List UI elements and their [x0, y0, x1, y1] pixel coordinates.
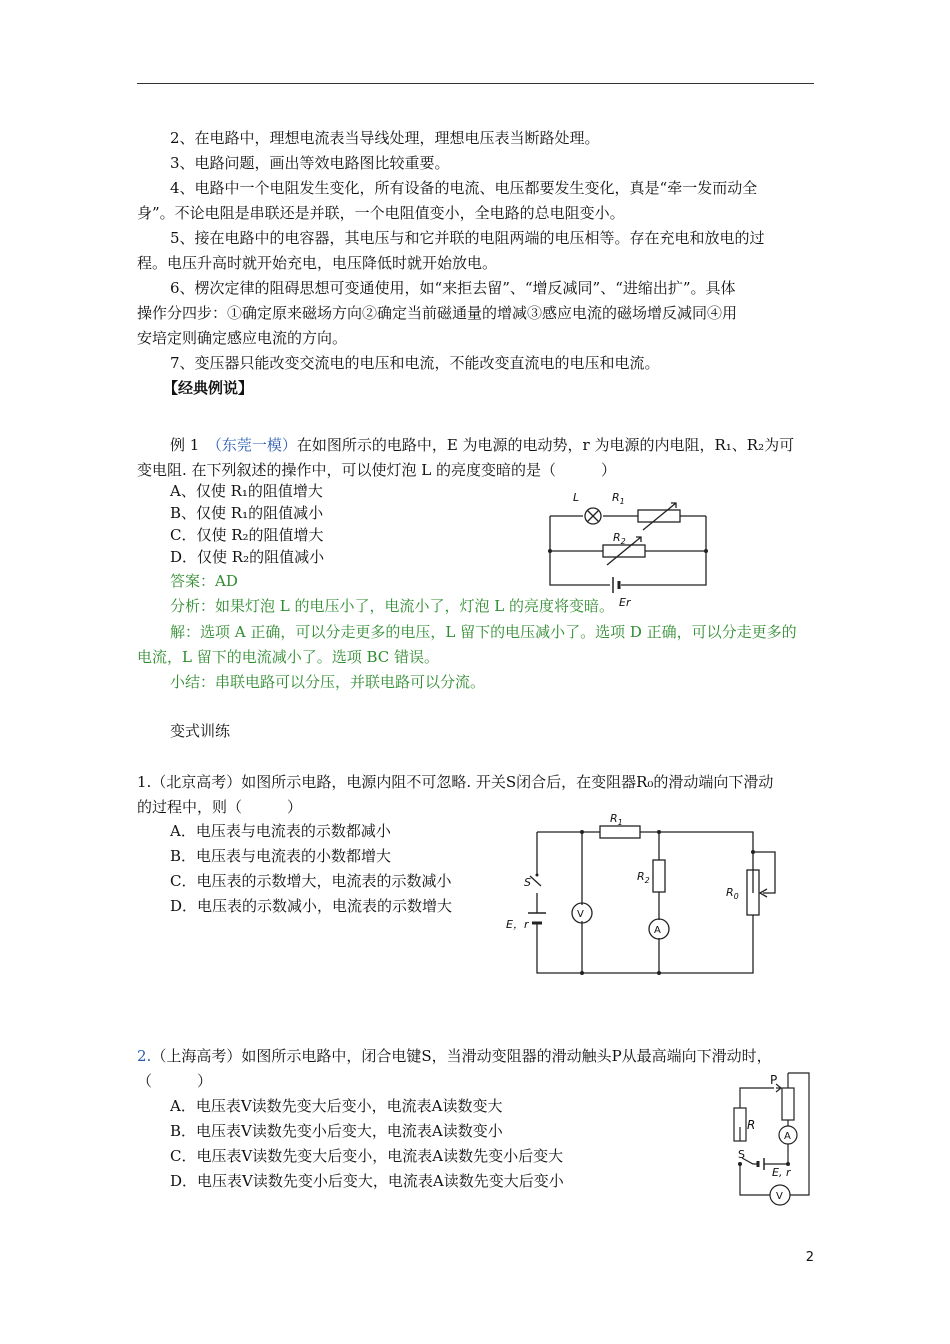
label-E-r: E, r [772, 1166, 791, 1179]
label-R2-sub: 2 [644, 876, 650, 885]
switch-lever [530, 876, 541, 886]
switch-contact [536, 874, 539, 877]
point-4-line2: 身”。不论电阻是串联还是并联，一个电阻值变小，全电路的总电阻变小。 [137, 204, 625, 222]
resistor-r1 [600, 826, 640, 838]
junction-2 [580, 971, 584, 975]
label-R: R [747, 1118, 756, 1132]
label-R2 [637, 870, 650, 885]
q1-option-c: C．电压表的示数增大，电流表的示数减小 [170, 872, 452, 890]
q2-circuit-diagram [728, 1068, 828, 1208]
point-5-line2: 程。电压升高时就开始充电，电压降低时就开始放电。 [137, 254, 498, 272]
q2-stem-line1 [137, 1044, 772, 1068]
q1-option-a: A．电压表与电流表的示数都减小 [170, 822, 391, 840]
q2-option-b: B．电压表V读数先变小后变大，电流表A读数变小 [170, 1122, 503, 1140]
point-6-line2: 操作分四步：①确定原来磁场方向②确定当前磁通量的增减③感应电流的磁场增反减同④用 [137, 304, 738, 322]
q1-circuit-diagram [500, 810, 810, 980]
label-R1-main: R [612, 491, 620, 504]
label-R2-main: R [637, 870, 645, 883]
point-4-line1: 4、电路中一个电阻发生变化，所有设备的电流、电压都要发生变化，真是“牵一发而动全 [170, 179, 758, 197]
practice-title: 变式训练 [170, 722, 231, 740]
example1-source: （东莞一模） [214, 436, 297, 454]
q1-option-b: B．电压表与电流表的小数都增大 [170, 847, 392, 865]
wire-left-bottom [537, 832, 753, 973]
label-S: S [738, 1148, 745, 1161]
example1-analysis: 分析：如果灯泡 L 的电压小了，电流小了，灯泡 L 的亮度将变暗。 [170, 597, 614, 615]
q1-stem-line1: 1.（北京高考）如图所示电路，电源内阻不可忽略. 开关S闭合后，在变阻器R₀的滑动端向下滑动 [137, 773, 774, 791]
label-L: L [573, 491, 580, 504]
header-rule [137, 83, 814, 84]
example1-solution-line1: 解：选项 A 正确，可以分走更多的电压，L 留下的电压减小了。选项 D 正确，可以分走更多的 [170, 623, 797, 641]
label-E-r: E，r [506, 918, 529, 931]
junction-left [548, 549, 552, 553]
label-A: A [784, 1131, 791, 1142]
example1-solution-line2: 电流，L 留下的电流减小了。选项 BC 错误。 [137, 648, 440, 666]
label-V: V [776, 1191, 783, 1202]
label-R1-sub: 1 [619, 497, 625, 506]
label-R1-sub: 1 [617, 818, 623, 827]
label-V: V [577, 909, 584, 920]
point-6-line3: 安培定则确定感应电流的方向。 [137, 329, 348, 347]
wire-left-branch [740, 1088, 774, 1170]
point-3: 3、电路问题，画出等效电路图比较重要。 [170, 154, 450, 172]
point-5-line1: 5、接在电路中的电容器，其电压与和它并联的电阻两端的电压相等。存在充电和放电的过 [170, 229, 765, 247]
q2-stem-a: （上海高考）如图所示电路中，闭合电键S，当滑动变阻器的滑动触头P从最高端向下滑动时， [151, 1047, 772, 1065]
section-title: 【经典例说】 [163, 379, 254, 397]
label-R0-main: R [726, 886, 734, 899]
r1-arrow [643, 503, 676, 530]
q2-option-c: C．电压表V读数先变大后变小，电流表A读数先变小后变大 [170, 1147, 564, 1165]
label-Er: Er [619, 596, 631, 609]
example1-prefix: 例 1 [170, 436, 215, 454]
example1-option-d: D．仅使 R₂的阻值减小 [170, 548, 325, 566]
q1-option-d: D．电压表的示数减小，电流表的示数增大 [170, 897, 453, 915]
point-2: 2、在电路中，理想电流表当导线处理，理想电压表当断路处理。 [170, 129, 600, 147]
label-A: A [654, 925, 661, 936]
example1-option-b: B、仅使 R₁的阻值减小 [170, 504, 324, 522]
q1-stem-line2: 的过程中，则（ ） [137, 798, 303, 816]
q2-stem-line2: （ ） [137, 1072, 213, 1090]
junction-5 [751, 850, 755, 854]
point-7: 7、变压器只能改变交流电的电压和电流，不能改变直流电的电压和电流。 [170, 354, 660, 372]
junction-4 [657, 971, 661, 975]
lamp-cross [587, 510, 599, 522]
example1-stem-a: 在如图所示的电路中，E 为电源的电动势，r 为电源的内电阻，R₁、R₂为可 [296, 436, 795, 454]
q2-option-d: D．电压表V读数先变小后变大，电流表A读数先变大后变小 [170, 1172, 564, 1190]
example1-option-a: A、仅使 R₁的阻值增大 [170, 482, 323, 500]
page-number: 2 [805, 1250, 814, 1265]
label-R2-sub: 2 [620, 537, 626, 546]
label-R1-main: R [610, 812, 618, 825]
example1-answer: 答案：AD [170, 572, 238, 590]
junction-1 [580, 830, 584, 834]
junction-1 [738, 1162, 742, 1166]
junction-3 [657, 830, 661, 834]
example1-stem-line2: 变电阻. 在下列叙述的操作中，可以使灯泡 L 的亮度变暗的是（ ） [137, 461, 617, 479]
example1-stem-line1 [170, 433, 794, 457]
resistor-r1 [638, 510, 680, 522]
q2-option-a: A．电压表V读数先变大后变小，电流表A读数变大 [170, 1097, 503, 1115]
label-S: S [524, 876, 531, 889]
example1-option-c: C．仅使 R₂的阻值增大 [170, 526, 324, 544]
example1-summary: 小结：串联电路可以分压，并联电路可以分流。 [170, 673, 486, 691]
label-R0 [726, 886, 739, 901]
point-6-line1: 6、楞次定律的阻碍思想可变通使用，如“来拒去留”、“增反减同”、“进缩出扩”。具体 [170, 279, 736, 297]
label-R1 [610, 812, 623, 827]
label-R1 [612, 491, 625, 506]
label-R0-sub: 0 [733, 892, 739, 901]
rheostat-P [782, 1088, 794, 1120]
q2-number: 2. [137, 1047, 152, 1065]
label-R2 [613, 531, 626, 546]
rheostat-slider-wire [753, 852, 775, 893]
label-P: P [770, 1073, 778, 1087]
resistor-r2 [653, 860, 665, 892]
label-R2-main: R [613, 531, 621, 544]
junction-right [704, 549, 708, 553]
example1-circuit-diagram [540, 485, 720, 610]
